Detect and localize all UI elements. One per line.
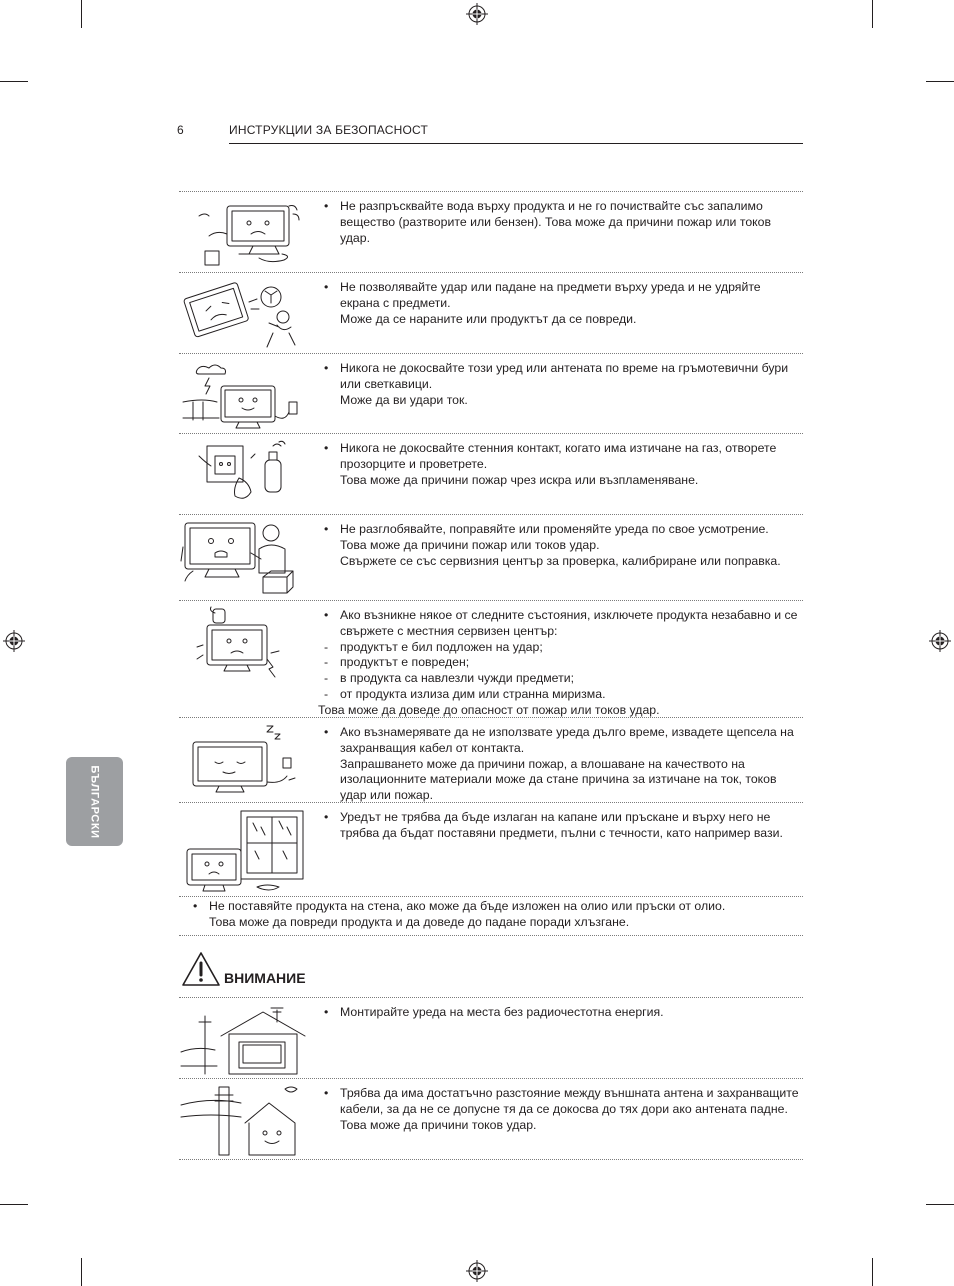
rule-text: • Ако възнамерявате да не използвате уреда дълго време, извадете щепсела на захранващия кабел от контакта. Запрашването може да причини пожар, а влошаване на качеството на изолационните материали може да стане причина за изтичане на ток, токов удар или пожар. (324, 725, 802, 804)
tv-unplugged-sleeping-icon (179, 722, 309, 802)
crop-mark (81, 1258, 82, 1286)
rule-sub-item: - продуктът е бил подложен на удар; (324, 640, 802, 656)
tv-window-rain-icon (179, 807, 309, 897)
caution-rule-row (179, 1079, 803, 1159)
warning-triangle-icon (181, 951, 221, 987)
rule-text: • Трябва да има достатъчно разстояние между външната антена и захранващите кабели, за да не се допусне тя да се докосва до тях дори ако антената падне. Това може да причини токов удар. (324, 1086, 802, 1133)
safety-rule-row (179, 434, 803, 514)
crop-mark (926, 81, 954, 82)
rule-sub-item: - от продукта излиза дим или странна миризма. (324, 687, 802, 703)
registration-mark-icon (466, 3, 488, 25)
rule-consequence: Това може да доведе до опасност от пожар или токов удар. (318, 702, 660, 717)
safety-rule-row (179, 354, 803, 433)
antenna-pole-house-icon (179, 1083, 309, 1158)
safety-rule-row (179, 601, 803, 717)
page-number: 6 (177, 123, 184, 137)
crop-mark (81, 0, 82, 28)
safety-rule-row (179, 718, 803, 802)
rule-text: • Не разглобявайте, поправяйте или променяйте уреда по свое усмотрение. Това може да причини пожар или токов удар. Свържете се със сервизния център за проверка, калибриране или поправка. (324, 522, 802, 569)
language-side-tab (66, 757, 123, 846)
crop-mark (872, 1258, 873, 1286)
header-divider (229, 143, 803, 144)
crop-mark (872, 0, 873, 28)
rule-text: • Не позволявайте удар или падане на предмети върху уреда и не удряйте екрана с предмети. Може да се нараните или продуктът да се повреди. (324, 280, 802, 327)
gas-leak-outlet-icon (179, 438, 309, 513)
registration-mark-icon (929, 630, 951, 652)
wall-installation-note (193, 899, 793, 931)
safety-rule-row (179, 273, 803, 353)
crop-mark (0, 1204, 28, 1205)
rule-text: • Не разпръсквайте вода върху продукта и не го почиствайте със запалимо вещество (разтворите или бензен). Това може да причини пожар или токов удар. (324, 199, 802, 246)
house-tv-antenna-icon (179, 1002, 309, 1077)
caution-title: ВНИМАНИЕ (224, 970, 306, 986)
caution-rule-row (179, 998, 803, 1078)
rule-sub-item: - в продукта са навлезли чужди предмети; (324, 671, 802, 687)
page-title: ИНСТРУКЦИИ ЗА БЕЗОПАСНОСТ (229, 123, 428, 137)
language-side-tab-label: БЪЛГАРСКИ (88, 764, 101, 839)
safety-rule-row (179, 515, 803, 600)
rule-text: • Ако възникне някое от следните състояния, изключете продукта незабавно и се свържете с местния сервизен център: (324, 608, 802, 640)
rule-sub-item: - продуктът е повреден; (324, 655, 802, 671)
tv-disassembly-icon (179, 519, 309, 599)
rule-text: • Никога не докосвайте този уред или антената по време на гръмотевични бури или светкавици. Може да ви удари ток. (324, 361, 802, 408)
rule-text: • Монтирайте уреда на места без радиочестотна енергия. (324, 1005, 802, 1021)
registration-mark-icon (3, 630, 25, 652)
rule-text: • Уредът не трябва да бъде излаган на капане или пръскане и върху него не трябва да бъдат поставяни предмети, пълни с течности, като например вази. (324, 810, 802, 842)
safety-rule-row (179, 803, 803, 896)
tv-damaged-smoke-icon (179, 605, 309, 685)
tv-lightning-antenna-icon (179, 358, 309, 433)
rule-text: • Не поставяйте продукта на стена, ако може да бъде изложен на олио или пръски от олио. Това може да повреди продукта и да доведе до падане поради хлъзгане. (193, 899, 793, 931)
registration-mark-icon (466, 1260, 488, 1282)
caution-heading (181, 951, 306, 987)
rule-text: • Никога не докосвайте стенния контакт, когато има изтичане на газ, отворете прозорците и проветрете. Това може да причини пожар чрез искра или възпламеняване. (324, 441, 802, 488)
tv-ball-impact-icon (179, 277, 309, 352)
row-divider (179, 1159, 803, 1160)
row-divider (179, 935, 803, 936)
crop-mark (0, 81, 28, 82)
tv-water-spray-icon (179, 196, 309, 271)
safety-rule-row (179, 192, 803, 272)
crop-mark (926, 1204, 954, 1205)
